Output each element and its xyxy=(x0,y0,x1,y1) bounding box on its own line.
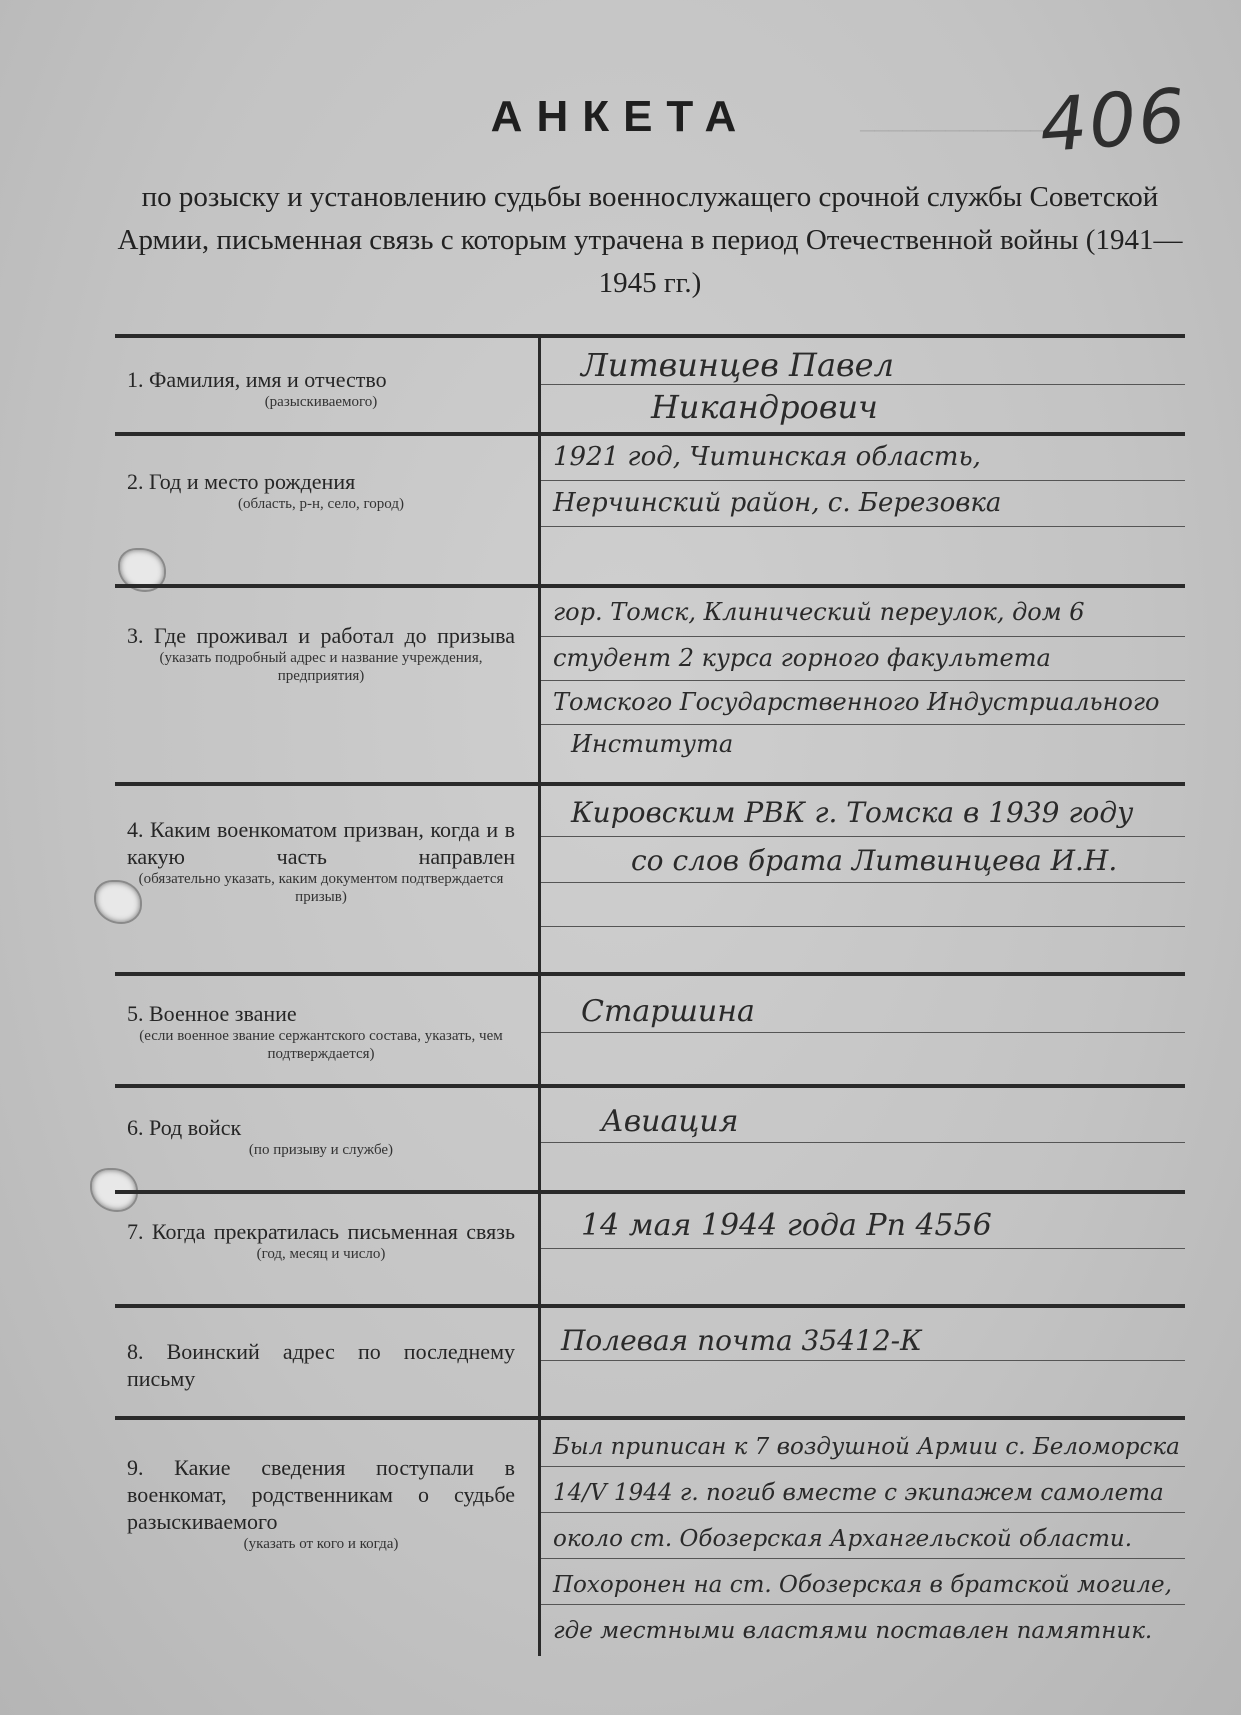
form-row xyxy=(115,1088,1185,1194)
field-label: 3. Где проживал и работал до призыва xyxy=(127,623,515,648)
handwritten-answer: 1921 год, Читинская область, xyxy=(553,442,981,472)
field-hint: (указать от кого и когда) xyxy=(243,1536,399,1552)
answer-rule xyxy=(541,1142,1185,1143)
field-label-block xyxy=(127,468,515,513)
form-row xyxy=(115,1194,1185,1308)
answer-area xyxy=(541,338,1185,432)
form-row xyxy=(115,1420,1185,1656)
handwritten-answer: 14/V 1944 г. погиб вместе с экипажем самолета xyxy=(553,1480,1164,1506)
answer-area xyxy=(541,1420,1185,1656)
answer-rule xyxy=(541,836,1185,837)
field-label-block xyxy=(127,366,515,411)
field-label-block xyxy=(127,622,515,685)
bleed-through-text: ───────────── xyxy=(860,120,1045,142)
form-table xyxy=(115,334,1185,1656)
handwritten-answer: 14 мая 1944 года Рп 4556 xyxy=(581,1208,992,1243)
answer-area xyxy=(541,588,1185,782)
answer-rule xyxy=(541,926,1185,927)
answer-rule xyxy=(541,1466,1185,1467)
handwritten-answer: Авиация xyxy=(601,1104,739,1139)
answer-rule xyxy=(541,1512,1185,1513)
answer-rule xyxy=(541,480,1185,481)
answer-rule xyxy=(541,724,1185,725)
field-label: 9. Какие сведения поступали в военкомат, родственникам о судьбе разыскиваемого xyxy=(127,1455,515,1534)
field-label: 8. Воинский адрес по последнему письму xyxy=(127,1339,515,1391)
answer-rule xyxy=(541,636,1185,637)
answer-rule xyxy=(541,1604,1185,1605)
field-label-block xyxy=(127,1338,515,1392)
handwritten-answer: со слов брата Литвинцева И.Н. xyxy=(631,844,1118,877)
form-row xyxy=(115,588,1185,786)
handwritten-answer: где местными властями поставлен памятник. xyxy=(553,1618,1153,1644)
form-row xyxy=(115,786,1185,976)
archive-number: 406 xyxy=(1037,72,1191,170)
handwritten-answer: Старшина xyxy=(581,994,755,1029)
field-hint: (по призыву и службе) xyxy=(248,1142,394,1158)
field-hint: (область, р-н, село, город) xyxy=(238,496,404,512)
field-label-block xyxy=(127,1218,515,1263)
answer-area xyxy=(541,786,1185,972)
field-label-block xyxy=(127,1454,515,1553)
handwritten-answer: Нерчинский район, с. Березовка xyxy=(553,488,1002,518)
handwritten-answer: Кировским РВК г. Томска в 1939 году xyxy=(571,796,1134,829)
answer-rule xyxy=(541,680,1185,681)
answer-rule xyxy=(541,1558,1185,1559)
field-label-block xyxy=(127,1114,515,1159)
answer-area xyxy=(541,976,1185,1084)
answer-rule xyxy=(541,1360,1185,1361)
form-row xyxy=(115,1308,1185,1420)
form-subtitle: по розыску и установлению судьбы военнослужащего срочной службы Советской Армии, письменная связь с которым утрачена в период Отечественной войны (1941—1945 гг.) xyxy=(117,181,1183,299)
form-row xyxy=(115,338,1185,436)
form-row xyxy=(115,436,1185,588)
field-label: 5. Военное звание xyxy=(127,1001,297,1026)
answer-rule xyxy=(541,882,1185,883)
handwritten-answer: Литвинцев Павел xyxy=(581,346,894,384)
handwritten-answer: Похоронен на ст. Обозерская в братской могиле, xyxy=(553,1572,1172,1598)
field-label: 2. Год и место рождения xyxy=(127,469,356,494)
handwritten-answer: студент 2 курса горного факультета xyxy=(553,644,1051,672)
answer-area xyxy=(541,436,1185,584)
answer-rule xyxy=(541,526,1185,527)
answer-rule xyxy=(541,384,1185,385)
field-label: 6. Род войск xyxy=(127,1115,242,1140)
handwritten-answer: Был приписан к 7 воздушной Армии с. Беломорска xyxy=(553,1434,1180,1460)
field-hint: (указать подробный адрес и название учреждения, предприятия) xyxy=(159,650,483,684)
field-hint: (если военное звание сержантского состава, указать, чем подтверждается) xyxy=(139,1028,503,1062)
handwritten-answer: Полевая почта 35412-К xyxy=(561,1324,922,1357)
answer-area xyxy=(541,1308,1185,1416)
field-label-block xyxy=(127,816,515,906)
handwritten-answer: Никандрович xyxy=(651,388,878,426)
field-hint: (разыскиваемого) xyxy=(264,394,378,410)
handwritten-answer: гор. Томск, Клинический переулок, дом 6 xyxy=(553,598,1085,626)
form-title: АНКЕТА xyxy=(490,92,751,141)
field-label: 1. Фамилия, имя и отчество xyxy=(127,367,387,392)
handwritten-answer: Томского Государственного Индустриального xyxy=(553,688,1160,716)
field-hint: (обязательно указать, каким документом подтверждается призыв) xyxy=(138,871,504,905)
form-row xyxy=(115,976,1185,1088)
field-label-block xyxy=(127,1000,515,1063)
answer-rule xyxy=(541,1248,1185,1249)
handwritten-answer: Института xyxy=(571,730,734,758)
field-label: 4. Каким военкоматом призван, когда и в какую часть направлен xyxy=(127,817,515,869)
field-label: 7. Когда прекратилась письменная связь xyxy=(127,1219,515,1244)
handwritten-answer: около ст. Обозерская Архангельской области. xyxy=(553,1526,1133,1552)
answer-rule xyxy=(541,1032,1185,1033)
field-hint: (год, месяц и число) xyxy=(256,1246,386,1262)
answer-area xyxy=(541,1194,1185,1304)
answer-area xyxy=(541,1088,1185,1190)
